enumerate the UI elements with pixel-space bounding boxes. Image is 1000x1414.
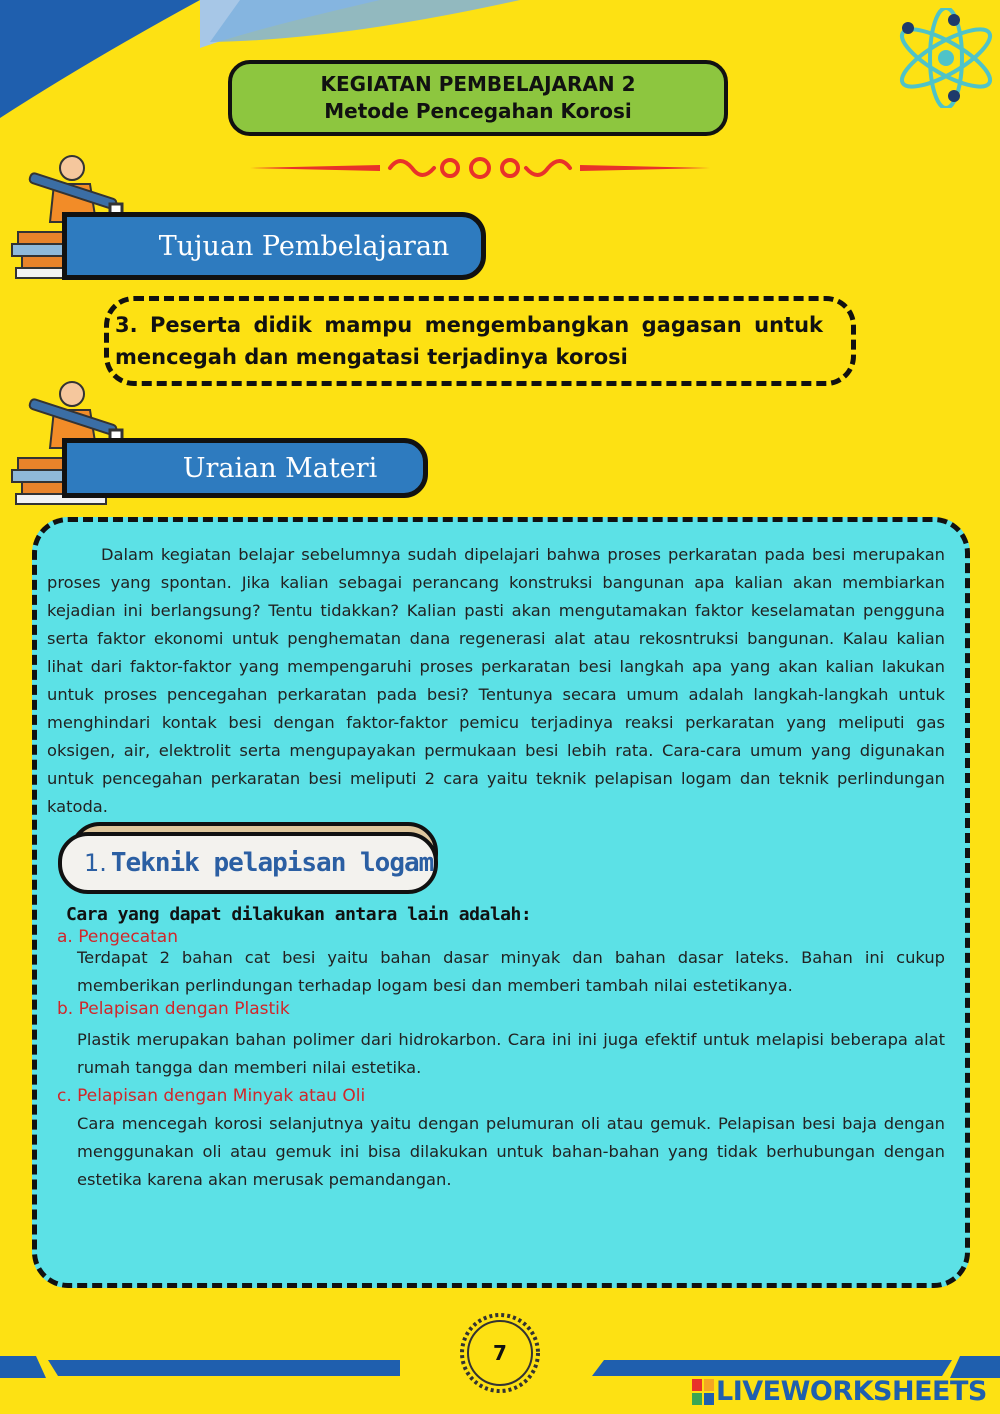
method-text-plastik: Plastik merupakan bahan polimer dari hidrokarbon. Cara ini ini juga efektif untuk melapisi beberapa alat rumah tangga dan memberi nilai estetika. — [77, 1030, 945, 1077]
section-title-tujuan: Tujuan Pembelajaran — [158, 230, 450, 262]
section-title-uraian: Uraian Materi — [182, 452, 378, 484]
lesson-header-title: KEGIATAN PEMBELAJARAN 2 — [320, 72, 636, 96]
methods-lead-text: Cara yang dapat dilakukan antara lain adalah: — [66, 904, 532, 925]
method-title-plastik: b. Pelapisan dengan Plastik — [57, 999, 290, 1019]
subsection-banner — [58, 832, 438, 894]
learning-objective-text: 3. Peserta didik mampu mengembangkan gagasan untuk mencegah dan mengatasi terjadinya korosi — [115, 313, 823, 369]
method-text-pengecatan: Terdapat 2 bahan cat besi yaitu bahan dasar minyak dan bahan dasar lateks. Bahan ini cukup memberikan perlindungan terhadap logam besi dan memberi tambah nilai estetikanya. — [77, 948, 945, 995]
subsection-title: Teknik pelapisan logam — [110, 848, 434, 878]
page-number: 7 — [493, 1341, 507, 1365]
method-title-pengecatan: a. Pengecatan — [57, 927, 178, 947]
method-text-oli: Cara mencegah korosi selanjutnya yaitu dengan pelumuran oli atau gemuk. Pelapisan besi baja dengan menggunakan oli atau gemuk ini bisa dilakukan untuk bahan-bahan yang tidak berhubungan dengan estetika karena akan merusak pemandangan. — [77, 1114, 945, 1189]
lesson-header — [228, 60, 728, 136]
liveworksheets-grid-icon — [692, 1379, 714, 1405]
section-banner-tujuan — [62, 212, 486, 280]
atom-icon — [888, 8, 998, 108]
learning-objective-box — [104, 296, 856, 386]
lesson-header-subtitle: Metode Pencegahan Korosi — [324, 99, 632, 123]
subsection-number: 1. — [84, 849, 107, 877]
intro-paragraph: Dalam kegiatan belajar sebelumnya sudah dipelajari bahwa proses perkaratan pada besi merupakan proses yang spontan. Jika kalian sebagai perancang konstruksi bangunan apa kalian akan membiarkan kejadian ini berlangsung? Tentu tidakkan? Kalian pasti akan mengutamakan faktor keselamatan pengguna serta faktor ekonomi untuk penghematan dana regenerasi alat atau rekosntruksi bangunan. Kalau kalian lihat dari faktor-faktor yang mempengaruhi proses perkaratan besi langkah apa yang akan kalian lakukan untuk proses pencegahan perkaratan pada besi? Tentunya secara umum adalah langkah-langkah untuk menghindari kontak besi dengan faktor-faktor pemicu terjadinya reaksi perkaratan yang meliputi gas oksigen, air, elektrolit serta mengupayakan permukaan besi lebih rata. Cara-cara umum yang digunakan untuk pencegahan perkaratan besi meliputi 2 cara yaitu teknik pelapisan logam dan teknik perlindungan katoda. — [47, 545, 945, 816]
liveworksheets-brand-name: LIVEWORKSHEETS — [716, 1376, 987, 1407]
footer-bar-left — [0, 1352, 400, 1382]
liveworksheets-logo[interactable] — [692, 1376, 987, 1407]
section-banner-uraian — [62, 438, 428, 498]
method-title-oli: c. Pelapisan dengan Minyak atau Oli — [57, 1086, 366, 1106]
ornament-divider — [250, 148, 710, 188]
